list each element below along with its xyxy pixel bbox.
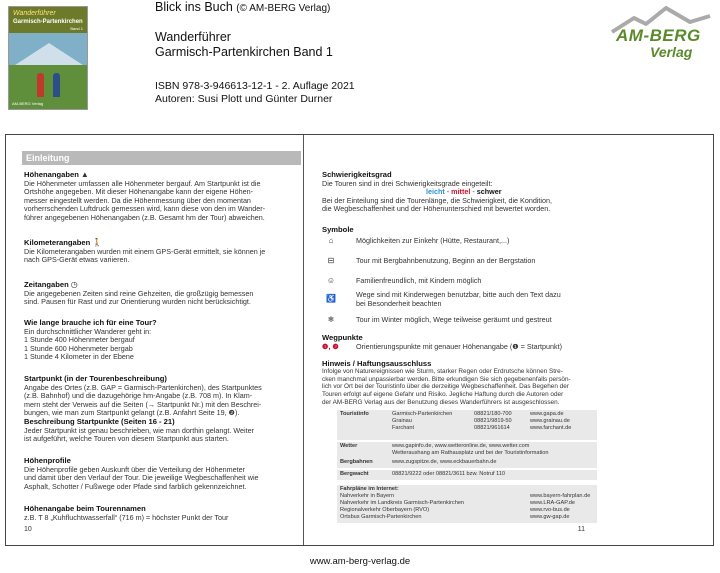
info-link[interactable]: www.rvo-bus.de bbox=[530, 507, 570, 513]
cover-hiker-1 bbox=[37, 73, 44, 97]
cover-hiker-2 bbox=[53, 73, 60, 97]
bergbahnen-label: Bergbahnen bbox=[340, 459, 373, 465]
info-link[interactable]: www.bayern-fahrplan.de bbox=[530, 493, 591, 499]
symbol-text-winter: Tour im Winter möglich, Wege teilweise geräumt und gestreut bbox=[356, 315, 552, 324]
level-separator: - bbox=[470, 187, 477, 197]
symbol-text-stroller-2: bei Besonderheit beachten bbox=[356, 299, 442, 308]
header-title-note: (© AM-BERG Verlag) bbox=[236, 3, 331, 14]
text-line: (z.B. Bahnhof) und die dazugehörige hm-Angabe (z.B. 708 m). In Klam- bbox=[24, 391, 253, 401]
info-text: Wetteraushang am Rathausplatz und bei der Touristinformation bbox=[392, 450, 549, 456]
info-phone: 08821/9819-50 bbox=[474, 418, 512, 424]
book-spread bbox=[5, 134, 714, 546]
symbol-text-stroller: Wege sind mit Kinderwegen benutzbar, bitte auch den Text dazu bbox=[356, 290, 561, 299]
text-line: z.B. T 8 „Kuhfluchtwasserfall“ (716 m) = höchster Punkt der Tour bbox=[24, 512, 229, 522]
symbol-text-family: Familienfreundlich, mit Kindern möglich bbox=[356, 276, 482, 285]
text-line: cken manchmal unpassierbar werden. Bitte erkundigen Sie sich gegebenenfalls persön- bbox=[322, 375, 571, 383]
section-header: Einleitung bbox=[22, 151, 301, 165]
heading-zeit: Zeitangaben bbox=[24, 280, 69, 289]
heading-tour: Wie lange brauche ich für eine Tour? bbox=[24, 318, 157, 327]
header-subtitle-1: Wanderführer bbox=[155, 30, 231, 44]
info-bergbahnen bbox=[337, 458, 597, 468]
text-line: Ortshöhe angegeben. Mit dieser Höhenangabe kann der eigene Höhen- bbox=[24, 187, 253, 197]
page-header bbox=[0, 0, 720, 128]
heading-start-descriptions: Beschreibung Startpunkte (Seiten 16 - 21) bbox=[24, 416, 175, 426]
text-line: sind. Pausen für Rast und zur Orientierung wurden nicht berücksichtigt. bbox=[24, 297, 251, 307]
heading-kilometer: Kilometerangaben bbox=[24, 238, 91, 247]
info-link[interactable]: www.LRA-GAP.de bbox=[530, 500, 575, 506]
info-phone: 08821/180-700 bbox=[474, 411, 512, 417]
info-touristinfo bbox=[337, 410, 597, 440]
footer-url-link[interactable]: www.am-berg-verlag.de bbox=[309, 556, 411, 567]
cover-series: Wanderführer bbox=[13, 10, 56, 17]
cable-car-icon: ⊟ bbox=[327, 256, 335, 265]
heading-start: Startpunkt (in der Tourenbeschreibung) bbox=[24, 374, 167, 383]
header-authors: Autoren: Susi Plott und Günter Durner bbox=[155, 93, 333, 105]
family-icon: ☺ bbox=[326, 276, 336, 285]
info-text: 08821/9222 oder 08821/3611 bzw. Notruf 110 bbox=[392, 471, 505, 477]
mountain-icon: ▲ bbox=[80, 170, 89, 179]
text-line: lich vor Ort bei der Touristinfo über die derzeitige Wegbeschaffenheit. Das Begehen der bbox=[322, 383, 569, 391]
text-line: Angabe des Ortes (z.B. GAP = Garmisch-Partenkirchen), des Startpunktes bbox=[24, 382, 262, 392]
heading-hinweis: Hinweis / Haftungsausschluss bbox=[322, 359, 432, 368]
section-hinweis bbox=[322, 360, 712, 407]
info-place: Farchant bbox=[392, 425, 415, 431]
clock-icon: ◷ bbox=[70, 280, 78, 289]
info-bergwacht bbox=[337, 470, 597, 480]
info-link[interactable]: www.farchant.de bbox=[530, 425, 572, 431]
text-line: der AM-BERG Verlag aus der Benutzung dieses Wanderführers ist ausgeschlossen. bbox=[322, 398, 560, 406]
waypoint-markers: ❶, ❷ bbox=[322, 341, 339, 351]
info-text: Regionalverkehr Oberbayern (RVO) bbox=[340, 507, 430, 513]
text-line: Die Touren sind in drei Schwierigkeitsgrade eingeteilt: bbox=[322, 178, 493, 188]
info-text: Ortsbus Garmisch-Partenkirchen bbox=[340, 514, 422, 520]
header-subtitle-2: Garmisch-Partenkirchen Band 1 bbox=[155, 45, 333, 59]
info-link[interactable]: www.zugspitze.de, www.eckbauerbahn.de bbox=[392, 459, 497, 465]
cover-title: Garmisch-Partenkirchen bbox=[13, 19, 83, 25]
text-line: mern steht der Verweis auf die Seiten (→ Startpunkt Nr.) mit den Beschrei- bbox=[24, 399, 262, 409]
symbol-text-cable-car: Tour mit Bergbahnbenutzung, Beginn an der Bergstation bbox=[356, 256, 536, 265]
snowflake-icon: ❄ bbox=[327, 315, 335, 324]
info-text: Nahverkehr im Landkreis Garmisch-Partenkirchen bbox=[340, 500, 465, 506]
page-number-right: 11 bbox=[577, 526, 585, 534]
text-line: Die angegebenen Zeiten sind reine Gehzeiten, die großzügig bemessen bbox=[24, 288, 254, 298]
info-place: Garmisch-Partenkirchen bbox=[392, 411, 453, 417]
page-number-left: 10 bbox=[24, 526, 32, 534]
heading-difficulty: Schwierigkeitsgrad bbox=[322, 170, 392, 179]
text-line: messer eingestellt werden. Da die Höhenmessung über den momentan bbox=[24, 195, 251, 205]
section-zeit bbox=[24, 281, 299, 307]
heading-waypoints: Wegpunkte bbox=[322, 333, 363, 342]
info-link[interactable]: www.gapa.de bbox=[530, 411, 564, 417]
fahrplaene-label: Fahrpläne im Internet: bbox=[340, 486, 399, 492]
text-line: nach GPS-Gerät etwas variieren. bbox=[24, 255, 130, 265]
level-hard: schwer bbox=[476, 187, 502, 197]
info-fahrplaene bbox=[337, 485, 597, 523]
heading-symbols bbox=[322, 226, 712, 235]
text-line: 1 Stunde 600 Höhenmeter bergab bbox=[24, 343, 133, 353]
book-cover-image[interactable] bbox=[8, 6, 88, 110]
text-line: vorherrschenden Luftdruck gemessen wird, kann diese von den im Wander- bbox=[24, 204, 266, 214]
text-line: Bei der Einteilung sind die Tourenlänge, die Schwierigkeit, die Kondition, bbox=[322, 195, 553, 205]
section-profile bbox=[24, 457, 299, 491]
text-line: 1 Stunde 4 Kilometer in der Ebene bbox=[24, 352, 134, 362]
header-isbn: ISBN 978-3-946613-12-1 - 2. Auflage 2021 bbox=[155, 80, 355, 92]
waypoints-text: Orientierungspunkte mit genauer Höhenangabe (❶ = Startpunkt) bbox=[356, 341, 563, 351]
text-line: Touren erfolgt auf eigene Gefahr und Risiko. Jegliche Haftung durch die Autoren oder bbox=[322, 391, 564, 399]
heading-names: Höhenangabe beim Tourennamen bbox=[24, 504, 146, 513]
text-line: Die Höhenmeter umfassen alle Höhenmeter bergauf. Am Startpunkt ist die bbox=[24, 178, 261, 188]
level-separator: - bbox=[444, 187, 452, 197]
section-hoehenangaben bbox=[24, 171, 299, 223]
text-line: die Wegbeschaffenheit und der Höhenunterschied mit bewertet worden. bbox=[322, 204, 551, 214]
level-medium: mittel bbox=[451, 187, 471, 197]
info-wetter bbox=[337, 442, 597, 458]
info-link[interactable]: www.grainau.de bbox=[530, 418, 570, 424]
section-kilometer bbox=[24, 239, 299, 265]
right-page bbox=[304, 135, 715, 545]
bergwacht-label: Bergwacht bbox=[340, 471, 369, 477]
info-text: Nahverkehr in Bayern bbox=[340, 493, 395, 499]
info-link[interactable]: www.gapinfo.de, www.wetteronline.de, www.wetter.com bbox=[392, 443, 530, 449]
section-start bbox=[24, 375, 299, 444]
publisher-logo[interactable] bbox=[606, 6, 716, 66]
heading-profile: Höhenprofile bbox=[24, 456, 71, 465]
symbols-heading-text: Symbole bbox=[322, 225, 354, 234]
cover-publisher: AM-BERG Verlag bbox=[12, 101, 44, 106]
cover-band-label: Band 1 bbox=[70, 26, 83, 31]
text-line: Die Höhenprofile geben Auskunft über die Verteilung der Höhenmeter bbox=[24, 464, 245, 474]
logo-line-1: AM-BERG bbox=[616, 26, 701, 45]
text-line: Jeder Startpunkt ist genau beschrieben, wie man dorthin gelangt. Weiter bbox=[24, 425, 254, 435]
header-title: Blick ins Buch bbox=[155, 0, 233, 14]
logo-line-2: Verlag bbox=[650, 44, 693, 60]
text-line: 1 Stunde 400 Höhenmeter bergauf bbox=[24, 335, 135, 345]
text-line: Asphalt, Schotter / Fußwege oder Pfade sind farblich gekennzeichnet. bbox=[24, 481, 247, 491]
text-line: und damit über den Verlauf der Tour. Die jeweilige Wegbeschaffenheit wie bbox=[24, 473, 259, 483]
hut-icon: ⌂ bbox=[328, 236, 334, 245]
text-line: ist aufgeführt, welche Touren von diesem Startpunkt aus starten. bbox=[24, 434, 229, 444]
text-line: Infolge von Naturereignissen wie Sturm, starker Regen oder Erdrutsche können Stre- bbox=[322, 367, 563, 375]
text-line: Die Kilometerangaben wurden mit einem GPS-Gerät ermittelt, sie können je bbox=[24, 246, 266, 256]
level-easy: leicht bbox=[426, 187, 445, 197]
section-tour bbox=[24, 319, 299, 362]
section-difficulty bbox=[322, 171, 712, 214]
text-line: führer angegebenen Höhenangaben (z.B. Gesamt hm der Tour) abweichen. bbox=[24, 212, 265, 222]
left-page bbox=[6, 135, 303, 545]
symbol-text-hut: Möglichkeiten zur Einkehr (Hütte, Restaurant,...) bbox=[356, 236, 510, 245]
wetter-label: Wetter bbox=[340, 443, 358, 449]
info-place: Grainau bbox=[392, 418, 412, 424]
hiker-icon: 🚶 bbox=[92, 238, 103, 247]
text-line: Ein durchschnittlicher Wanderer geht in: bbox=[24, 326, 152, 336]
touristinfo-label: Touristinfo bbox=[340, 411, 369, 417]
heading-hoehenangaben: Höhenangaben bbox=[24, 170, 79, 179]
section-waypoints bbox=[322, 334, 712, 352]
info-phone: 08821/961614 bbox=[474, 425, 510, 431]
stroller-icon: ♿ bbox=[326, 294, 336, 303]
section-names bbox=[24, 505, 299, 522]
header-title-line bbox=[155, 0, 330, 14]
info-link[interactable]: www.gw-gap.de bbox=[530, 514, 570, 520]
text-line: bungen, wie man zum Startpunkt gelangt (z.B. Anfahrt Seite 19, ❷). bbox=[24, 408, 240, 418]
